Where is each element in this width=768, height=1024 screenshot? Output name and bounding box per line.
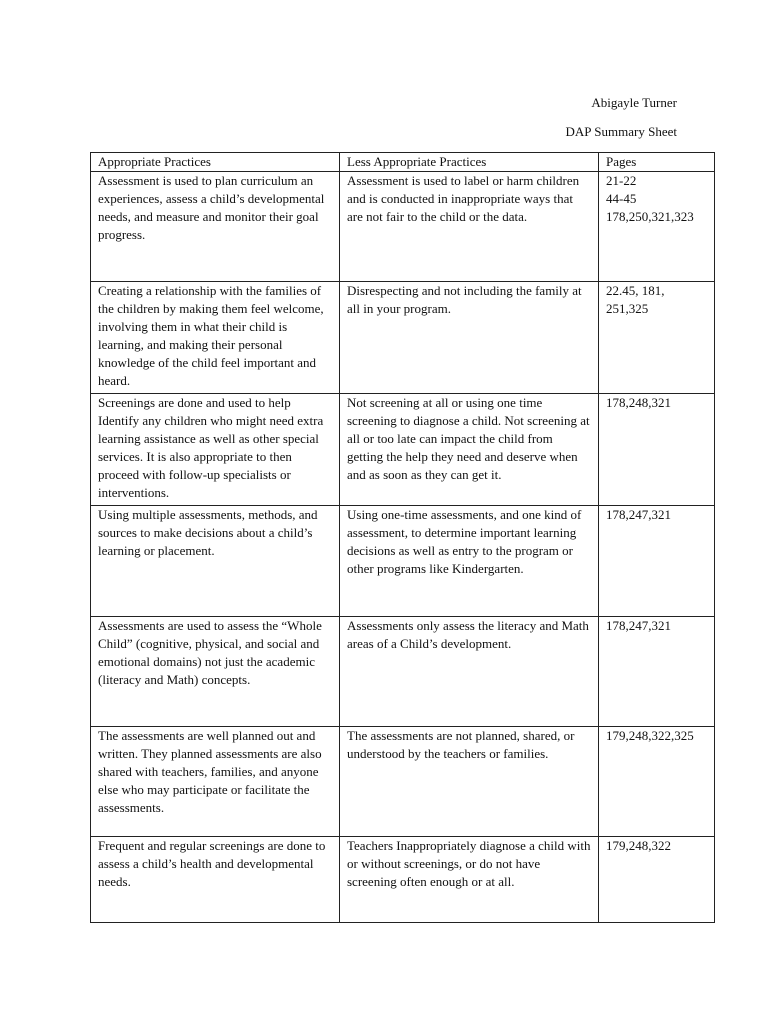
- less-appropriate-cell: [340, 727, 599, 837]
- author-name: Abigayle Turner: [591, 95, 677, 110]
- less-appropriate-text: Assessments only assess the literacy and Math areas of a Child’s development.: [347, 618, 589, 651]
- column-header-less-appropriate: Less Appropriate Practices: [340, 153, 599, 172]
- appropriate-text: Creating a relationship with the families of the children by making them feel welcome, involving them in what their child is learning, and making their personal knowledge of the child feel important and heard.: [98, 283, 324, 388]
- pages-text: 22.45, 181, 251,325: [606, 283, 665, 316]
- table-row: [91, 282, 715, 394]
- pages-cell: [599, 837, 715, 923]
- appropriate-cell: [91, 506, 340, 617]
- appropriate-text: Assessments are used to assess the “Whole Child” (cognitive, physical, and social and emotional domains) not just the academic (literacy and Math) concepts.: [98, 618, 322, 687]
- less-appropriate-cell: [340, 837, 599, 923]
- table-header: [91, 153, 715, 172]
- appropriate-cell: [91, 617, 340, 727]
- appropriate-cell: [91, 727, 340, 837]
- less-appropriate-text: Disrespecting and not including the family at all in your program.: [347, 283, 582, 316]
- pages-text: 21-22 44-45 178,250,321,323: [606, 173, 694, 224]
- pages-cell: [599, 617, 715, 727]
- less-appropriate-text: The assessments are not planned, shared, or understood by the teachers or families.: [347, 728, 575, 761]
- less-appropriate-text: Teachers Inappropriately diagnose a child with or without screenings, or do not have screening often enough or at all.: [347, 838, 591, 889]
- less-appropriate-cell: [340, 394, 599, 506]
- appropriate-cell: [91, 172, 340, 282]
- appropriate-text: Frequent and regular screenings are done to assess a child’s health and developmental needs.: [98, 838, 326, 889]
- table-row: [91, 617, 715, 727]
- document-title: DAP Summary Sheet: [565, 124, 677, 139]
- table-row: [91, 172, 715, 282]
- table-row: [91, 506, 715, 617]
- column-header-appropriate: Appropriate Practices: [91, 153, 340, 172]
- pages-cell: [599, 172, 715, 282]
- appropriate-cell: [91, 394, 340, 506]
- header-row: [91, 153, 715, 172]
- table-row: [91, 837, 715, 923]
- column-header-pages: Pages: [599, 153, 715, 172]
- pages-cell: [599, 282, 715, 394]
- pages-text: 178,247,321: [606, 618, 671, 633]
- appropriate-cell: [91, 282, 340, 394]
- appropriate-text: Assessment is used to plan curriculum an experiences, assess a child’s developmental needs, and measure and monitor their goal progress.: [98, 173, 325, 242]
- less-appropriate-cell: [340, 172, 599, 282]
- less-appropriate-cell: [340, 282, 599, 394]
- less-appropriate-text: Assessment is used to label or harm children and is conducted in inappropriate ways that are not fair to the child or the data.: [347, 173, 580, 224]
- table-body: [91, 172, 715, 923]
- pages-cell: [599, 506, 715, 617]
- pages-text: 178,248,321: [606, 395, 671, 410]
- appropriate-text: Screenings are done and used to help Identify any children who might need extra learning assistance as well as other special services. It is also appropriate to then proceed with follow-up specialists or interventions.: [98, 395, 324, 500]
- pages-text: 179,248,322,325: [606, 728, 694, 743]
- dap-summary-table: [90, 152, 715, 923]
- less-appropriate-cell: [340, 506, 599, 617]
- pages-text: 179,248,322: [606, 838, 671, 853]
- appropriate-text: The assessments are well planned out and written. They planned assessments are also shared with teachers, families, and anyone else who may participate or facilitate the assessments.: [98, 728, 322, 815]
- pages-cell: [599, 727, 715, 837]
- appropriate-text: Using multiple assessments, methods, and sources to make decisions about a child’s learning or placement.: [98, 507, 318, 558]
- appropriate-cell: [91, 837, 340, 923]
- pages-cell: [599, 394, 715, 506]
- less-appropriate-cell: [340, 617, 599, 727]
- pages-text: 178,247,321: [606, 507, 671, 522]
- table-row: [91, 727, 715, 837]
- table-row: [91, 394, 715, 506]
- less-appropriate-text: Using one-time assessments, and one kind of assessment, to determine important learning decisions as well as entry to the program or other programs like Kindergarten.: [347, 507, 582, 576]
- less-appropriate-text: Not screening at all or using one time screening to diagnose a child. Not screening at all or too late can impact the child from getting the help they need and deserve when and as soon as they can get it.: [347, 395, 590, 482]
